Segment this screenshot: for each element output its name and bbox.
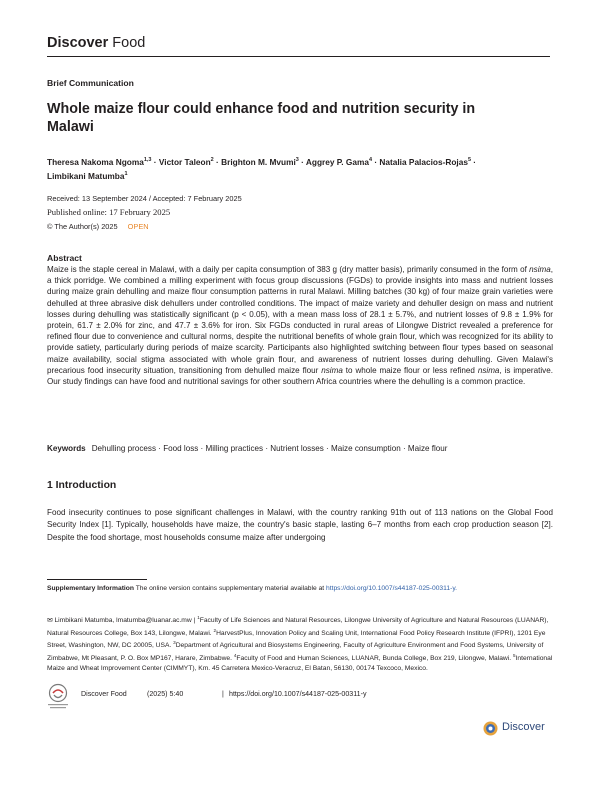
- keywords-label: Keywords: [47, 444, 86, 453]
- footer-journal: Discover Food: [81, 690, 127, 698]
- author-affiliation-ref: 2: [210, 157, 214, 163]
- author-name[interactable]: Theresa Nakoma Ngoma: [47, 156, 144, 167]
- published-date: Published online: 17 February 2025: [47, 207, 171, 217]
- journal-name: Discover Food: [47, 35, 146, 51]
- abstract-heading: Abstract: [47, 253, 82, 263]
- author-name[interactable]: Limbikani Matumba: [47, 171, 125, 182]
- author-name[interactable]: Aggrey P. Gama: [305, 156, 369, 167]
- section-heading-introduction: 1 Introduction: [47, 480, 117, 491]
- author-name[interactable]: Natalia Palacios-Rojas: [379, 156, 468, 167]
- discover-logo-icon: [483, 721, 498, 736]
- author-affiliation-ref: 1,3: [143, 157, 152, 163]
- author-affiliation-ref: 3: [295, 157, 299, 163]
- keywords-text: Dehulling process · Food loss · Milling practices · Nutrient losses · Maize consumption · Maize flour: [91, 444, 448, 453]
- corresponding-email[interactable]: ✉ Limbikani Matumba, lmatumba@luanar.ac.mw: [47, 617, 192, 625]
- author-name[interactable]: Brighton M. Mvumi: [221, 156, 296, 167]
- received-dates: Received: 13 September 2024 / Accepted: 7 February 2025: [47, 194, 242, 203]
- footnote-rule: [47, 579, 147, 580]
- footer-volume: (2025) 5:40: [147, 690, 184, 698]
- introduction-text: Food insecurity continues to pose significant challenges in Malawi, with the country ranking 91th out of 113 nations on the Global Food Security Index [1]. Typically, households have maize, the country's basic staple, lasting 6–7 months from each crop production season [2]. Despite the food shortage, most households consume maize after undergoing: [47, 508, 553, 542]
- author-affiliation-ref: 4: [368, 157, 373, 163]
- article-type: Brief Communication: [47, 78, 134, 88]
- keywords: [47, 444, 553, 453]
- footer-separator: |: [222, 690, 224, 698]
- abstract-text: Maize is the staple cereal in Malawi, with a daily per capita consumption of 383 g (dry matter basis), primarily consumed in the form of nsima, a thick porridge. We combined a milling experiment with focus group discussions (FGDs) to provide insights into mass and nutrient losses during maize grain dehulling and maize flour consumption patterns in rural Malawi. Milling batches (30 kg) of four maize grain varieties were dehulled at three abrasive disk dehullers under controlled conditions. The impact of maize variety and dehuller design on mass and nutrient losses during dehulling was statistically significant (p < 0.05), with a mean mass loss of 28.1 ± 5.7%, and nutrient losses of 9.8 ± 1.9% for protein, 61.7 ± 2.0% for zinc, and 47.7 ± 3.6% for iron. Six FGDs conducted in rural areas of Lilongwe District revealed a preference for refined flour due to convenience and cultural norms, despite the nutritional benefits of whole grain flour, which was recognized for its ability to provide satiety, particularly during periods of maize scarcity. Participants also highlighted switching between flour types based on seasonal maize availability, social stigma associated with whole grain flour, and awareness of nutrient losses during dehulling. Given Malawi's precarious food insecurity situation, transitioning from dehulled maize flour nsima to whole maize flour or less refined nsima, is imperative. Our study findings can have food and nutritional savings for other southern Africa countries where the dehulling is a common practice.: [47, 265, 553, 387]
- author-list: Theresa Nakoma Ngoma$^{1,3}$ · Victor Taleon$^2$ · Brighton M. Mvumi$^3$ · Aggrey P. Gama$^4$ · Natalia Palacios-Rojas$^5$ · Limbikani Matumba$^1$: [47, 156, 477, 182]
- open-access-badge[interactable]: OPEN: [127, 222, 149, 231]
- footer-doi[interactable]: https://doi.org/10.1007/s44187-025-00311-y: [229, 690, 367, 698]
- check-for-updates-icon[interactable]: [47, 683, 69, 711]
- article-title: Whole maize flour could enhance food and nutrition security in Malawi: [47, 101, 476, 135]
- copyright-line: © The Author(s) 2025 OPEN: [47, 222, 149, 231]
- discover-logo: [483, 720, 553, 738]
- author-affiliation-ref: 5: [467, 157, 471, 163]
- affiliations: ✉ Limbikani Matumba, lmatumba@luanar.ac.mw | $^1$Faculty of Life Sciences and Natural Resources, Lilongwe University of Agriculture and Natural Resources (LUANAR), Natural Resources College, Box 143, Lilongwe, Malawi. $^2$HarvestPlus, Innovation Policy and Scaling Unit, International Food Policy Research Institute (IFPRI), 1201 Eye Street, Washington, NW, DC 20005, USA. $^3$Department of Agricultural and Biosystems Engineering, Faculty of Agriculture Environment and Food Systems, University of Zimbabwe, Mt Pleasant, P. O. Box MP167, Harare, Zimbabwe. $^4$Faculty of Food and Human Sciences, LUANAR, Bunda College, Box 219, Lilongwe, Malawi. $^5$International Maize and Wheat Improvement Center (CIMMYT), Km. 45 Carretera Mexico-Veracruz, El Batan, 56130, 00174 Texcoco, Mexico.: [47, 615, 553, 672]
- author-affiliation-ref: 1: [124, 171, 128, 178]
- discover-logo-text: Discover: [502, 721, 545, 733]
- supplementary-note: Supplementary Information The online version contains supplementary material available at https://doi.org/10.1007/s44187-025-00311-y.: [47, 585, 458, 592]
- author-name[interactable]: Victor Taleon: [158, 156, 211, 167]
- header-rule: [47, 56, 550, 57]
- supplementary-link[interactable]: https://doi.org/10.1007/s44187-025-00311-y.: [326, 585, 458, 592]
